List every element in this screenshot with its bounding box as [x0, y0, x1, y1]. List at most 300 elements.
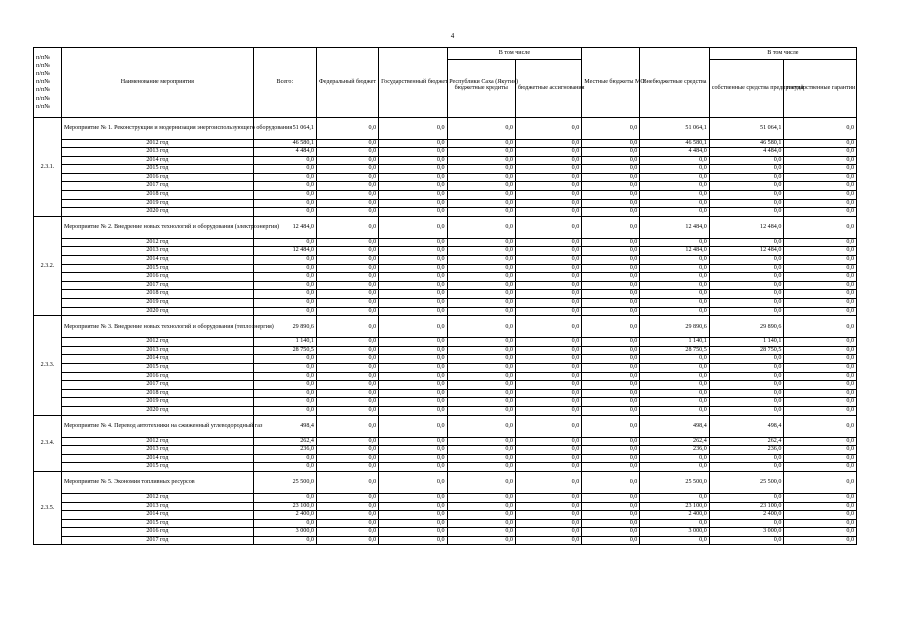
year-value: 0,0 [447, 182, 515, 191]
year-value: 0,0 [253, 389, 316, 398]
year-value: 0,0 [640, 208, 709, 217]
year-value: 0,0 [582, 355, 640, 364]
year-value: 0,0 [447, 338, 515, 347]
year-value: 0,0 [709, 173, 784, 182]
year-value: 0,0 [784, 346, 857, 355]
year-value: 0,0 [515, 148, 581, 157]
year-row [34, 256, 857, 265]
year-value: 0,0 [316, 156, 378, 165]
year-value: 12 484,0 [640, 247, 709, 256]
year-value: 0,0 [253, 199, 316, 208]
year-label: 2013 год [61, 346, 253, 355]
year-value: 23 100,0 [253, 502, 316, 511]
year-value: 0,0 [582, 372, 640, 381]
year-label: 2019 год [61, 199, 253, 208]
year-value: 0,0 [447, 299, 515, 308]
year-value: 0,0 [784, 247, 857, 256]
year-value: 0,0 [640, 372, 709, 381]
year-value: 0,0 [784, 156, 857, 165]
measure-name: Мероприятие № 3. Внедрение новых технологий и оборудования (теплоэнергия) [61, 316, 253, 338]
measure-value: 0,0 [447, 316, 515, 338]
year-value: 0,0 [253, 536, 316, 545]
year-value: 0,0 [709, 454, 784, 463]
year-value: 0,0 [582, 398, 640, 407]
year-value: 0,0 [253, 273, 316, 282]
year-value: 2 400,0 [709, 511, 784, 520]
year-value: 0,0 [379, 363, 447, 372]
year-value: 23 100,0 [709, 502, 784, 511]
year-value: 0,0 [582, 208, 640, 217]
measure-code: 2.3.5. [34, 471, 62, 545]
year-value: 0,0 [709, 372, 784, 381]
header-total: Всего: [253, 48, 316, 118]
measure-value: 25 500,0 [253, 471, 316, 493]
year-value: 0,0 [515, 346, 581, 355]
year-value: 0,0 [515, 493, 581, 502]
year-value: 0,0 [784, 338, 857, 347]
year-value: 0,0 [447, 528, 515, 537]
year-value: 0,0 [316, 273, 378, 282]
year-value: 0,0 [582, 454, 640, 463]
year-value: 0,0 [515, 256, 581, 265]
year-value: 0,0 [316, 406, 378, 415]
year-value: 0,0 [253, 156, 316, 165]
year-value: 0,0 [316, 281, 378, 290]
year-value: 0,0 [784, 536, 857, 545]
year-row [34, 389, 857, 398]
year-value: 12 484,0 [253, 247, 316, 256]
header-name: Наименование мероприятия [61, 48, 253, 118]
year-value: 0,0 [447, 437, 515, 446]
year-value: 0,0 [316, 299, 378, 308]
year-value: 0,0 [379, 281, 447, 290]
year-value: 0,0 [784, 398, 857, 407]
year-value: 0,0 [582, 346, 640, 355]
year-value: 0,0 [447, 519, 515, 528]
year-value: 0,0 [640, 463, 709, 472]
year-value: 0,0 [379, 346, 447, 355]
measure-row [34, 415, 857, 437]
year-value: 0,0 [640, 398, 709, 407]
year-value: 0,0 [316, 307, 378, 316]
year-value: 0,0 [784, 363, 857, 372]
year-label: 2013 год [61, 502, 253, 511]
year-value: 0,0 [582, 446, 640, 455]
year-row [34, 264, 857, 273]
measure-value: 0,0 [515, 471, 581, 493]
year-value: 0,0 [784, 511, 857, 520]
year-value: 0,0 [379, 273, 447, 282]
measure-code: 2.3.2. [34, 216, 62, 315]
year-value: 0,0 [709, 264, 784, 273]
year-label: 2017 год [61, 182, 253, 191]
year-value: 28 750,5 [253, 346, 316, 355]
year-value: 0,0 [447, 191, 515, 200]
year-label: 2020 год [61, 406, 253, 415]
year-value: 0,0 [515, 536, 581, 545]
year-value: 0,0 [582, 165, 640, 174]
year-value: 2 400,0 [253, 511, 316, 520]
year-value: 0,0 [784, 238, 857, 247]
year-value: 0,0 [582, 199, 640, 208]
year-value: 0,0 [784, 139, 857, 148]
year-value: 0,0 [447, 165, 515, 174]
year-value: 0,0 [784, 437, 857, 446]
header-num: п/п№ п/п№ п/п№ п/п№ п/п№ п/п№ п/п№ [34, 48, 62, 118]
year-row [34, 156, 857, 165]
year-value: 0,0 [379, 156, 447, 165]
year-value: 0,0 [582, 273, 640, 282]
year-row [34, 165, 857, 174]
header-offbudget: Внебюджетные средства [640, 48, 709, 118]
measure-value: 12 484,0 [640, 216, 709, 238]
year-value: 0,0 [379, 355, 447, 364]
year-value: 0,0 [253, 281, 316, 290]
year-label: 2019 год [61, 299, 253, 308]
year-row [34, 148, 857, 157]
year-value: 0,0 [515, 381, 581, 390]
year-value: 0,0 [784, 199, 857, 208]
year-row [34, 281, 857, 290]
year-value: 0,0 [253, 454, 316, 463]
year-value: 0,0 [379, 536, 447, 545]
year-value: 0,0 [582, 528, 640, 537]
year-value: 0,0 [784, 273, 857, 282]
year-value: 0,0 [784, 463, 857, 472]
year-label: 2012 год [61, 338, 253, 347]
year-value: 0,0 [316, 182, 378, 191]
year-value: 0,0 [253, 191, 316, 200]
year-value: 0,0 [640, 290, 709, 299]
year-row [34, 454, 857, 463]
year-value: 0,0 [447, 247, 515, 256]
year-row [34, 290, 857, 299]
year-value: 0,0 [379, 165, 447, 174]
year-value: 0,0 [640, 238, 709, 247]
year-value: 0,0 [640, 165, 709, 174]
year-value: 0,0 [784, 191, 857, 200]
year-label: 2018 год [61, 389, 253, 398]
year-value: 0,0 [515, 247, 581, 256]
year-value: 0,0 [709, 299, 784, 308]
year-value: 0,0 [640, 256, 709, 265]
year-value: 0,0 [709, 389, 784, 398]
year-label: 2013 год [61, 446, 253, 455]
year-value: 0,0 [316, 191, 378, 200]
year-value: 0,0 [515, 454, 581, 463]
year-value: 0,0 [640, 536, 709, 545]
year-value: 0,0 [379, 437, 447, 446]
year-value: 0,0 [582, 256, 640, 265]
year-value: 0,0 [640, 519, 709, 528]
year-label: 2020 год [61, 307, 253, 316]
year-value: 0,0 [709, 493, 784, 502]
year-value: 0,0 [784, 165, 857, 174]
year-value: 46 580,1 [253, 139, 316, 148]
year-value: 4 484,0 [253, 148, 316, 157]
header-local: Местные бюджеты МО [582, 48, 640, 118]
year-value: 0,0 [447, 372, 515, 381]
year-value: 0,0 [316, 381, 378, 390]
year-label: 2017 год [61, 281, 253, 290]
year-value: 0,0 [447, 398, 515, 407]
measure-value: 0,0 [515, 316, 581, 338]
year-value: 0,0 [709, 281, 784, 290]
year-value: 0,0 [253, 264, 316, 273]
measure-value: 0,0 [784, 471, 857, 493]
year-value: 0,0 [640, 406, 709, 415]
measure-value: 12 484,0 [253, 216, 316, 238]
year-value: 0,0 [447, 148, 515, 157]
year-value: 0,0 [253, 493, 316, 502]
year-value: 0,0 [515, 299, 581, 308]
year-value: 0,0 [447, 363, 515, 372]
year-value: 0,0 [447, 208, 515, 217]
year-value: 0,0 [379, 307, 447, 316]
header-guarantee: государственные гарантии [784, 59, 857, 117]
year-value: 0,0 [253, 363, 316, 372]
year-value: 0,0 [640, 381, 709, 390]
year-value: 4 484,0 [640, 148, 709, 157]
year-value: 0,0 [784, 381, 857, 390]
year-value: 0,0 [582, 389, 640, 398]
year-value: 0,0 [784, 519, 857, 528]
year-value: 0,0 [379, 264, 447, 273]
year-value: 0,0 [784, 389, 857, 398]
year-value: 0,0 [379, 208, 447, 217]
year-value: 0,0 [515, 389, 581, 398]
measure-value: 0,0 [379, 117, 447, 139]
year-value: 0,0 [447, 156, 515, 165]
year-value: 0,0 [253, 173, 316, 182]
year-row [34, 363, 857, 372]
year-value: 0,0 [253, 165, 316, 174]
year-value: 0,0 [515, 173, 581, 182]
table-body [34, 117, 857, 545]
year-value: 0,0 [253, 372, 316, 381]
year-label: 2020 год [61, 208, 253, 217]
year-value: 0,0 [784, 264, 857, 273]
measure-value: 25 500,0 [640, 471, 709, 493]
year-value: 0,0 [582, 173, 640, 182]
measure-value: 0,0 [784, 415, 857, 437]
year-value: 0,0 [582, 493, 640, 502]
year-label: 2017 год [61, 536, 253, 545]
measure-value: 498,4 [709, 415, 784, 437]
year-value: 0,0 [316, 372, 378, 381]
header-in-that-2: В том числе [709, 48, 856, 60]
year-value: 236,0 [709, 446, 784, 455]
header-federal: Федеральный бюджет [316, 48, 378, 118]
year-value: 2 400,0 [640, 511, 709, 520]
year-value: 0,0 [316, 264, 378, 273]
measure-row [34, 216, 857, 238]
year-value: 0,0 [640, 299, 709, 308]
year-value: 0,0 [784, 493, 857, 502]
year-value: 0,0 [316, 454, 378, 463]
year-value: 0,0 [316, 398, 378, 407]
year-value: 0,0 [709, 273, 784, 282]
year-value: 0,0 [582, 363, 640, 372]
year-value: 0,0 [709, 238, 784, 247]
year-value: 0,0 [784, 372, 857, 381]
year-row [34, 208, 857, 217]
year-value: 0,0 [316, 148, 378, 157]
year-value: 0,0 [709, 363, 784, 372]
year-value: 1 140,1 [640, 338, 709, 347]
year-value: 0,0 [582, 247, 640, 256]
year-value: 0,0 [582, 381, 640, 390]
measure-value: 0,0 [379, 415, 447, 437]
year-value: 0,0 [515, 437, 581, 446]
year-row [34, 273, 857, 282]
year-label: 2014 год [61, 355, 253, 364]
year-value: 0,0 [582, 148, 640, 157]
year-value: 0,0 [709, 519, 784, 528]
year-row [34, 502, 857, 511]
year-value: 0,0 [582, 338, 640, 347]
year-row [34, 398, 857, 407]
year-value: 0,0 [316, 528, 378, 537]
year-value: 0,0 [784, 148, 857, 157]
year-value: 0,0 [515, 238, 581, 247]
budget-table [33, 47, 857, 545]
year-value: 0,0 [316, 536, 378, 545]
year-value: 0,0 [582, 437, 640, 446]
year-value: 0,0 [316, 139, 378, 148]
year-row [34, 191, 857, 200]
measure-row [34, 316, 857, 338]
year-row [34, 238, 857, 247]
year-value: 4 484,0 [709, 148, 784, 157]
year-value: 0,0 [582, 156, 640, 165]
year-value: 1 140,1 [709, 338, 784, 347]
year-value: 0,0 [447, 307, 515, 316]
year-value: 0,0 [515, 182, 581, 191]
year-row [34, 381, 857, 390]
year-value: 0,0 [515, 139, 581, 148]
year-label: 2014 год [61, 156, 253, 165]
year-row [34, 519, 857, 528]
year-value: 0,0 [316, 355, 378, 364]
year-row [34, 528, 857, 537]
measure-value: 0,0 [582, 316, 640, 338]
year-value: 0,0 [515, 208, 581, 217]
year-value: 3 000,0 [709, 528, 784, 537]
year-value: 0,0 [515, 519, 581, 528]
measure-code: 2.3.4. [34, 415, 62, 471]
year-value: 0,0 [447, 446, 515, 455]
year-value: 0,0 [640, 156, 709, 165]
year-value: 0,0 [709, 398, 784, 407]
measure-value: 29 890,6 [709, 316, 784, 338]
year-value: 46 580,1 [709, 139, 784, 148]
year-value: 0,0 [447, 493, 515, 502]
year-value: 0,0 [316, 173, 378, 182]
year-value: 0,0 [447, 355, 515, 364]
year-value: 236,0 [640, 446, 709, 455]
year-value: 0,0 [515, 463, 581, 472]
year-value: 0,0 [784, 299, 857, 308]
year-value: 0,0 [515, 406, 581, 415]
header-assign: бюджетные ассигнования [515, 59, 581, 117]
year-value: 0,0 [640, 273, 709, 282]
year-value: 0,0 [582, 191, 640, 200]
year-label: 2014 год [61, 454, 253, 463]
measure-value: 498,4 [253, 415, 316, 437]
year-value: 0,0 [253, 381, 316, 390]
measure-value: 0,0 [316, 471, 378, 493]
year-value: 0,0 [784, 208, 857, 217]
year-label: 2012 год [61, 139, 253, 148]
year-value: 0,0 [515, 281, 581, 290]
measure-value: 51 064,1 [253, 117, 316, 139]
year-label: 2013 год [61, 247, 253, 256]
year-value: 0,0 [582, 502, 640, 511]
year-label: 2019 год [61, 398, 253, 407]
year-label: 2014 год [61, 256, 253, 265]
year-value: 0,0 [582, 182, 640, 191]
year-row [34, 307, 857, 316]
year-row [34, 338, 857, 347]
year-value: 0,0 [447, 381, 515, 390]
year-value: 0,0 [379, 511, 447, 520]
measure-value: 0,0 [316, 415, 378, 437]
year-row [34, 446, 857, 455]
year-value: 0,0 [253, 307, 316, 316]
year-value: 0,0 [709, 256, 784, 265]
year-value: 0,0 [253, 355, 316, 364]
year-value: 0,0 [379, 446, 447, 455]
year-value: 0,0 [379, 191, 447, 200]
year-value: 0,0 [515, 528, 581, 537]
year-value: 0,0 [515, 355, 581, 364]
year-value: 0,0 [709, 406, 784, 415]
measure-value: 25 500,0 [709, 471, 784, 493]
year-value: 0,0 [447, 502, 515, 511]
year-value: 0,0 [447, 264, 515, 273]
year-value: 0,0 [447, 238, 515, 247]
year-value: 0,0 [784, 290, 857, 299]
year-label: 2018 год [61, 191, 253, 200]
year-value: 0,0 [582, 281, 640, 290]
year-value: 0,0 [316, 463, 378, 472]
year-row [34, 493, 857, 502]
year-value: 0,0 [640, 173, 709, 182]
year-value: 0,0 [316, 247, 378, 256]
year-label: 2012 год [61, 437, 253, 446]
year-value: 0,0 [515, 398, 581, 407]
year-value: 0,0 [316, 502, 378, 511]
year-value: 0,0 [709, 463, 784, 472]
year-value: 0,0 [515, 372, 581, 381]
year-value: 0,0 [582, 307, 640, 316]
page-number: 4 [450, 32, 455, 40]
year-value: 0,0 [316, 519, 378, 528]
measure-value: 0,0 [582, 471, 640, 493]
measure-row [34, 471, 857, 493]
year-value: 0,0 [379, 299, 447, 308]
year-row [34, 406, 857, 415]
year-value: 28 750,5 [709, 346, 784, 355]
year-value: 0,0 [447, 511, 515, 520]
year-value: 0,0 [515, 307, 581, 316]
year-value: 0,0 [379, 519, 447, 528]
year-row [34, 536, 857, 545]
measure-value: 51 064,1 [709, 117, 784, 139]
year-value: 0,0 [709, 191, 784, 200]
year-value: 0,0 [582, 463, 640, 472]
